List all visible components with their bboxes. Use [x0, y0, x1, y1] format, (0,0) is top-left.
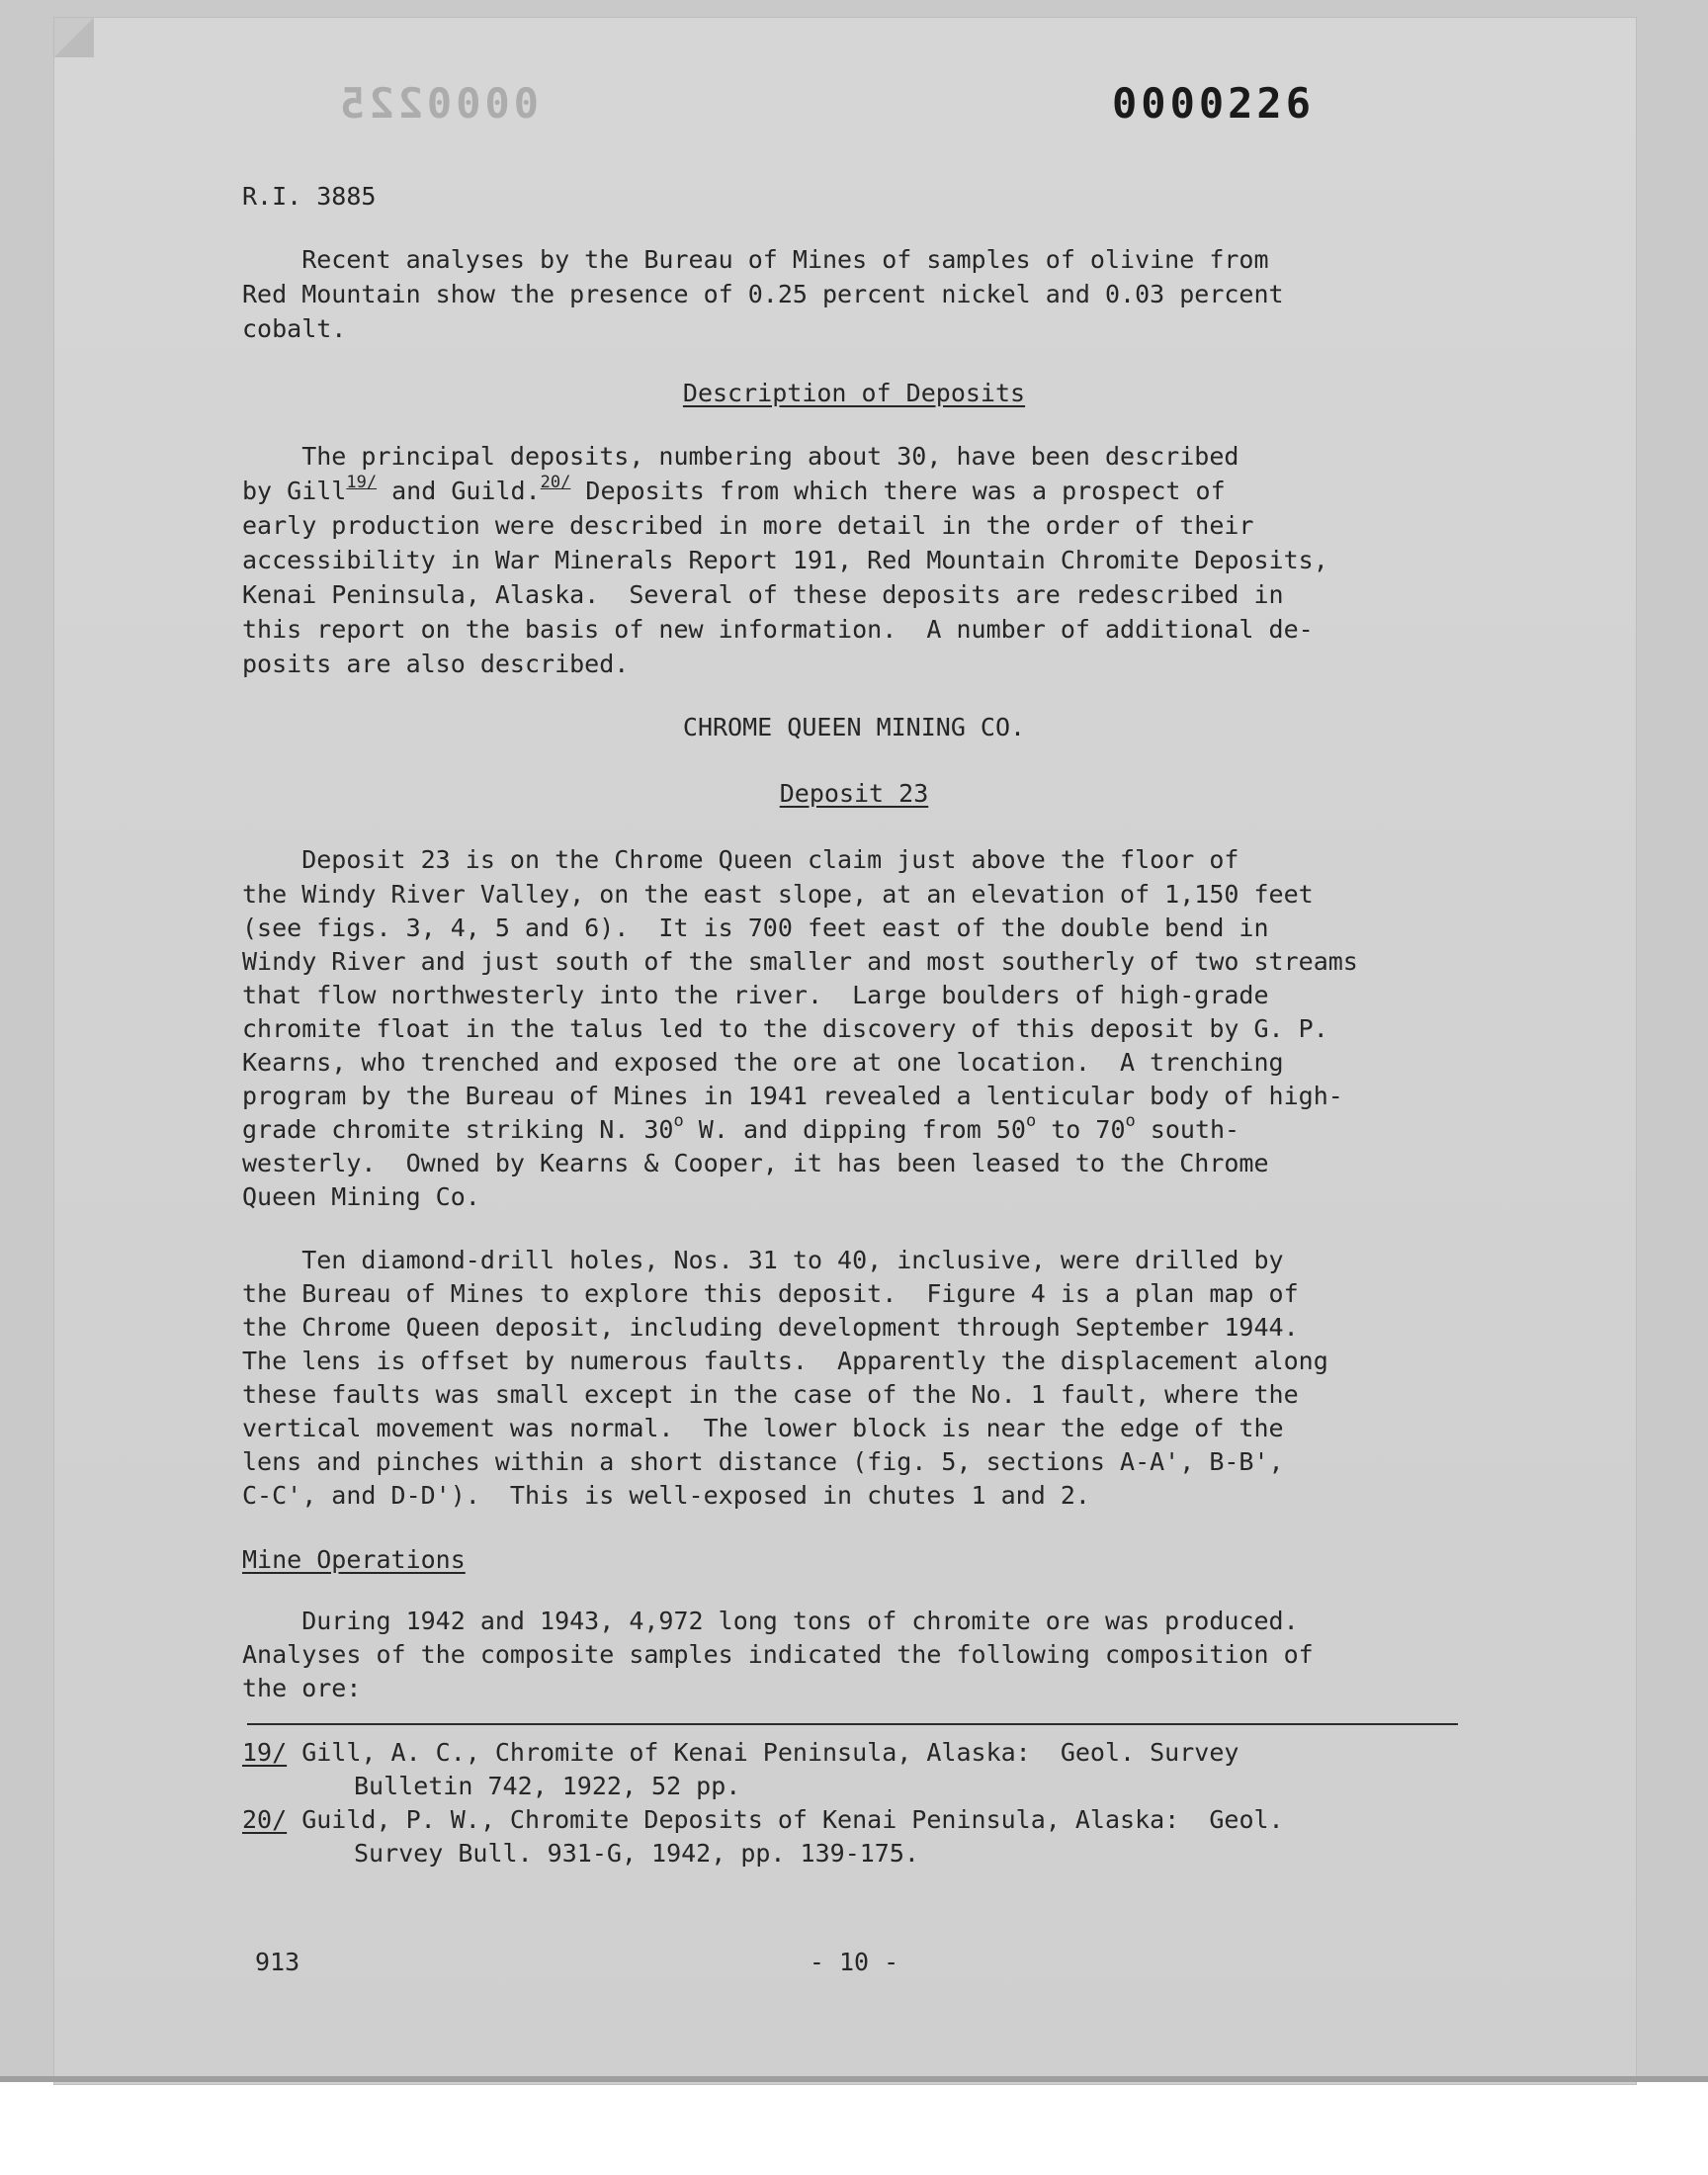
text-line: (see figs. 3, 4, 5 and 6). It is 700 feet east of the double bend in	[242, 914, 1269, 942]
text-line: posits are also described.	[242, 650, 630, 678]
degree-mark: o	[673, 1111, 684, 1131]
footnote-divider	[247, 1723, 1458, 1725]
text-line: Analyses of the composite samples indicated the following composition of	[242, 1640, 1314, 1669]
text-line: these faults was small except in the case of the No. 1 fault, where the	[242, 1380, 1299, 1409]
degree-mark: o	[1025, 1111, 1037, 1131]
footnote-ref-19: 19/	[346, 473, 378, 492]
degree-mark: o	[1125, 1111, 1136, 1131]
text-line: Ten diamond-drill holes, Nos. 31 to 40, inclusive, were drilled by	[242, 1246, 1284, 1274]
text-line: cobalt.	[242, 314, 347, 343]
text-line: the Windy River Valley, on the east slope, at an elevation of 1,150 feet	[242, 880, 1314, 909]
footnote-marker: 20/	[242, 1805, 288, 1834]
text-line: early production were described in more detail in the order of their	[242, 511, 1254, 540]
footnote-19-cont: Bulletin 742, 1922, 52 pp.	[354, 1772, 741, 1800]
text-segment: grade chromite striking N. 30	[242, 1115, 674, 1144]
text-line-with-refs	[242, 475, 1226, 508]
text-line: vertical movement was normal. The lower block is near the edge of the	[242, 1414, 1284, 1442]
deposit-heading: Deposit 23	[779, 779, 929, 808]
text-line: Kenai Peninsula, Alaska. Several of these deposits are redescribed in	[242, 580, 1284, 609]
footnote-marker: 19/	[242, 1738, 288, 1767]
stamp-number: 0000226	[1112, 79, 1316, 128]
footnote-ref-20: 20/	[540, 473, 571, 492]
text-line: this report on the basis of new information. A number of additional de-	[242, 615, 1314, 644]
text-line-with-degrees	[242, 1113, 1239, 1147]
text-line: Deposit 23 is on the Chrome Queen claim just above the floor of	[242, 845, 1239, 874]
text-line: C-C', and D-D'). This is well-exposed in chutes 1 and 2.	[242, 1481, 1090, 1510]
footnote-text: Gill, A. C., Chromite of Kenai Peninsula, Alaska: Geol. Survey	[287, 1738, 1239, 1767]
text-segment: and Guild.	[377, 477, 541, 505]
text-line: the Chrome Queen deposit, including development through September 1944.	[242, 1313, 1299, 1342]
text-line: Red Mountain show the presence of 0.25 percent nickel and 0.03 percent	[242, 280, 1284, 308]
text-line: Queen Mining Co.	[242, 1182, 480, 1211]
text-line: The lens is offset by numerous faults. Apparently the displacement along	[242, 1347, 1328, 1375]
text-line: chromite float in the talus led to the discovery of this deposit by G. P.	[242, 1014, 1328, 1043]
text-line: westerly. Owned by Kearns & Cooper, it has been leased to the Chrome	[242, 1149, 1269, 1177]
document-code: 913	[255, 1948, 300, 1976]
text-segment: W. and dipping from 50	[683, 1115, 1026, 1144]
text-line: The principal deposits, numbering about 30, have been described	[242, 442, 1239, 471]
report-id: R.I. 3885	[242, 182, 377, 211]
footnote-20	[242, 1803, 1284, 1837]
text-line: accessibility in War Minerals Report 191, Red Mountain Chromite Deposits,	[242, 546, 1328, 574]
text-line: program by the Bureau of Mines in 1941 revealed a lenticular body of high-	[242, 1082, 1343, 1110]
scan-bottom-edge	[0, 2076, 1708, 2082]
section-heading-mine-operations: Mine Operations	[242, 1545, 466, 1574]
text-segment: Deposits from which there was a prospect of	[570, 477, 1226, 505]
footnote-text: Guild, P. W., Chromite Deposits of Kenai Peninsula, Alaska: Geol.	[287, 1805, 1284, 1834]
text-line: Kearns, who trenched and exposed the ore at one location. A trenching	[242, 1048, 1284, 1077]
text-segment: south-	[1135, 1115, 1240, 1144]
footnote-20-cont: Survey Bull. 931-G, 1942, pp. 139-175.	[354, 1839, 919, 1868]
text-line: During 1942 and 1943, 4,972 long tons of chromite ore was produced.	[242, 1607, 1299, 1635]
ghost-stamp-number: 0000225	[336, 79, 540, 128]
company-heading: CHROME QUEEN MINING CO.	[682, 713, 1026, 741]
text-line: the Bureau of Mines to explore this deposit. Figure 4 is a plan map of	[242, 1279, 1299, 1308]
folded-corner	[54, 18, 94, 57]
text-line: that flow northwesterly into the river. Large boulders of high-grade	[242, 981, 1269, 1009]
section-heading-description: Description of Deposits	[682, 379, 1026, 407]
text-line: the ore:	[242, 1674, 362, 1702]
text-line: Windy River and just south of the smaller and most southerly of two streams	[242, 947, 1358, 976]
text-line: Recent analyses by the Bureau of Mines of samples of olivine from	[242, 245, 1269, 274]
page-number: - 10 -	[809, 1948, 899, 1976]
text-segment: to 70	[1036, 1115, 1126, 1144]
text-segment: by Gill	[242, 477, 347, 505]
footnote-19	[242, 1736, 1238, 1770]
text-line: lens and pinches within a short distance (fig. 5, sections A-A', B-B',	[242, 1447, 1284, 1476]
